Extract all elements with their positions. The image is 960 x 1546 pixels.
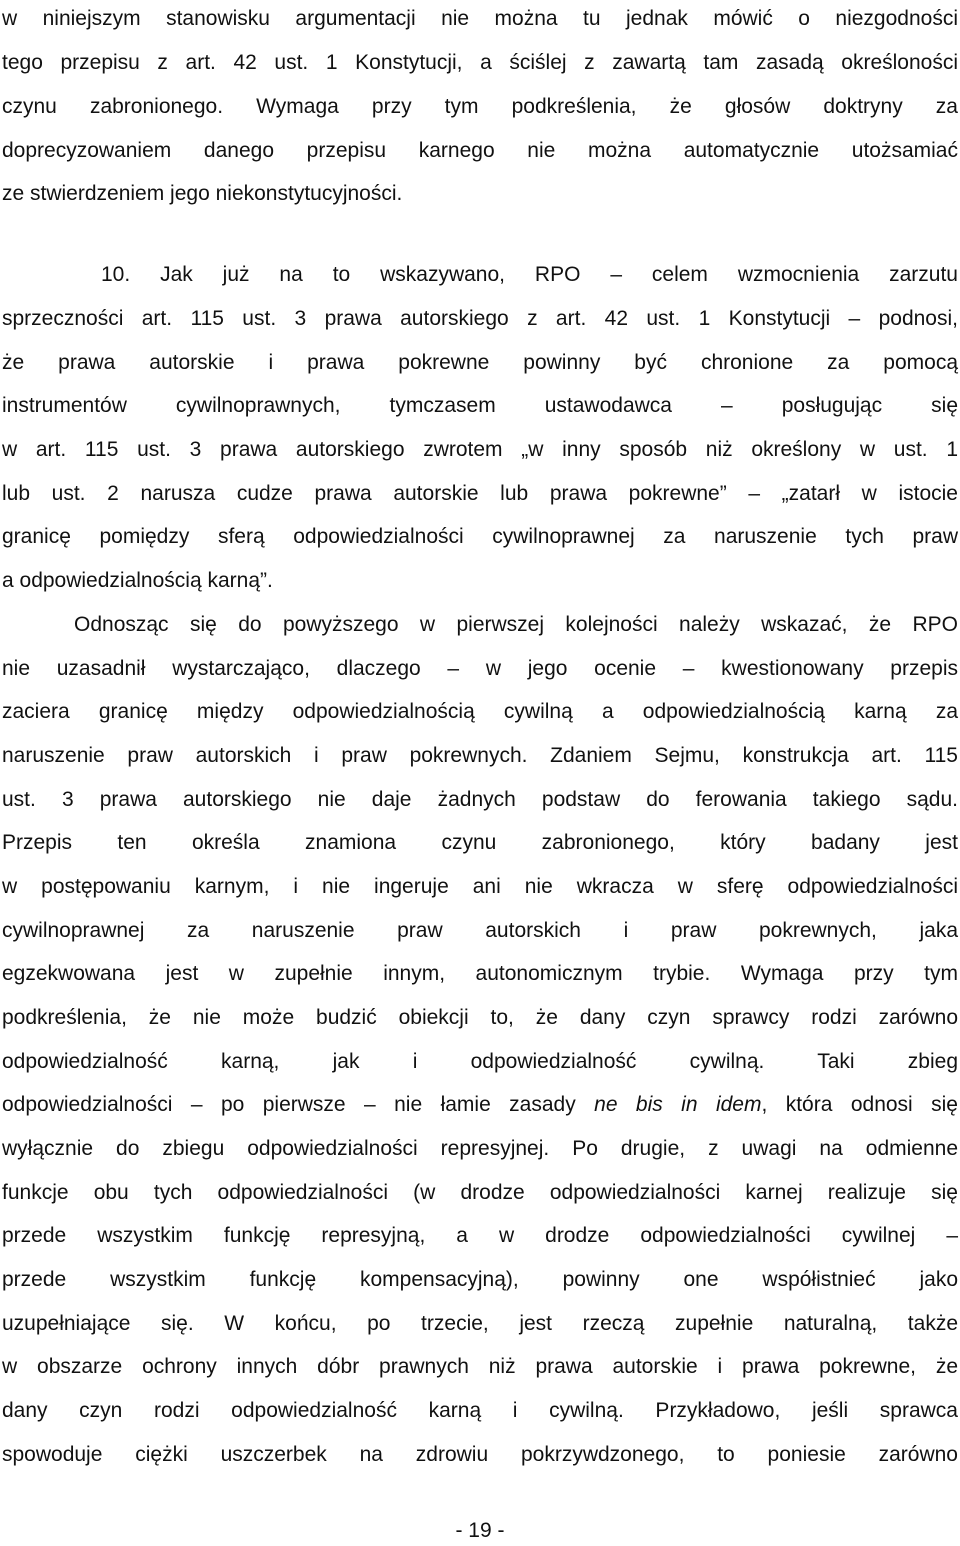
text-line: uzupełniające się. W końcu, po trzecie, jest rzeczą zupełnie naturalną, także: [2, 1312, 958, 1335]
text-line: doprecyzowaniem danego przepisu karnego nie można automatycznie utożsamiać: [2, 139, 958, 162]
text-line: cywilnoprawnej za naruszenie praw autorskich i praw pokrewnych, jaka: [2, 919, 958, 942]
text-line: odpowiedzialności – po pierwsze – nie łamie zasady ne bis in idem, która odnosi się: [2, 1093, 958, 1116]
text-line: a odpowiedzialnością karną”.: [2, 569, 273, 592]
paragraph-start: Odnosząc się do powyższego w pierwszej kolejności należy wskazać, że RPO: [74, 613, 958, 636]
text-line: w niniejszym stanowisku argumentacji nie można tu jednak mówić o niezgodności: [2, 7, 958, 30]
text-line: granicę pomiędzy sferą odpowiedzialności cywilnoprawnej za naruszenie tych praw: [2, 525, 958, 548]
text-line: funkcje obu tych odpowiedzialności (w drodze odpowiedzialności karnej realizuje się: [2, 1181, 958, 1204]
text-line: spowoduje ciężki uszczerbek na zdrowiu pokrzywdzonego, to poniesie zarówno: [2, 1443, 958, 1466]
text-line: zaciera granicę między odpowiedzialnością cywilną a odpowiedzialnością karną za: [2, 700, 958, 723]
numbered-paragraph-start: 10. Jak już na to wskazywano, RPO – celem wzmocnienia zarzutu: [101, 263, 958, 286]
page-number: - 19 -: [455, 1519, 505, 1542]
text-line: ze stwierdzeniem jego niekonstytucyjności.: [2, 182, 403, 205]
text-line: nie uzasadnił wystarczająco, dlaczego – w jego ocenie – kwestionowany przepis: [2, 657, 958, 680]
text-line: czynu zabronionego. Wymaga przy tym podkreślenia, że głosów doktryny za: [2, 95, 958, 118]
text-line: przede wszystkim funkcję represyjną, a w drodze odpowiedzialności cywilnej –: [2, 1224, 958, 1247]
text-line: dany czyn rodzi odpowiedzialność karną i cywilną. Przykładowo, jeśli sprawca: [2, 1399, 958, 1422]
latin-phrase: ne bis in idem: [594, 1093, 762, 1116]
text-line: egzekwowana jest w zupełnie innym, autonomicznym trybie. Wymaga przy tym: [2, 962, 958, 985]
text-line: instrumentów cywilnoprawnych, tymczasem ustawodawca – posługując się: [2, 394, 958, 417]
text-line: odpowiedzialność karną, jak i odpowiedzialność cywilną. Taki zbieg: [2, 1050, 958, 1073]
text-line: wyłącznie do zbiegu odpowiedzialności represyjnej. Po drugie, z uwagi na odmienne: [2, 1137, 958, 1160]
text-line: w art. 115 ust. 3 prawa autorskiego zwrotem „w inny sposób niż określony w ust. 1: [2, 438, 958, 461]
text-line: w obszarze ochrony innych dóbr prawnych niż prawa autorskie i prawa pokrewne, że: [2, 1355, 958, 1378]
text-line: podkreślenia, że nie może budzić obiekcji to, że dany czyn sprawcy rodzi zarówno: [2, 1006, 958, 1029]
text-line: w postępowaniu karnym, i nie ingeruje ani nie wkracza w sferę odpowiedzialności: [2, 875, 958, 898]
text-line: Przepis ten określa znamiona czynu zabronionego, który badany jest: [2, 831, 958, 854]
text-line: ust. 3 prawa autorskiego nie daje żadnych podstaw do ferowania takiego sądu.: [2, 788, 958, 811]
text-line: naruszenie praw autorskich i praw pokrewnych. Zdaniem Sejmu, konstrukcja art. 115: [2, 744, 958, 767]
text-line: że prawa autorskie i prawa pokrewne powinny być chronione za pomocą: [2, 351, 958, 374]
text-line: tego przepisu z art. 42 ust. 1 Konstytucji, a ściślej z zawartą tam zasadą określoności: [2, 51, 958, 74]
text-line: sprzeczności art. 115 ust. 3 prawa autorskiego z art. 42 ust. 1 Konstytucji – podnosi,: [2, 307, 958, 330]
text-line: przede wszystkim funkcję kompensacyjną), powinny one współistnieć jako: [2, 1268, 958, 1291]
text-line: lub ust. 2 narusza cudze prawa autorskie lub prawa pokrewne” – „zatarł w istocie: [2, 482, 958, 505]
